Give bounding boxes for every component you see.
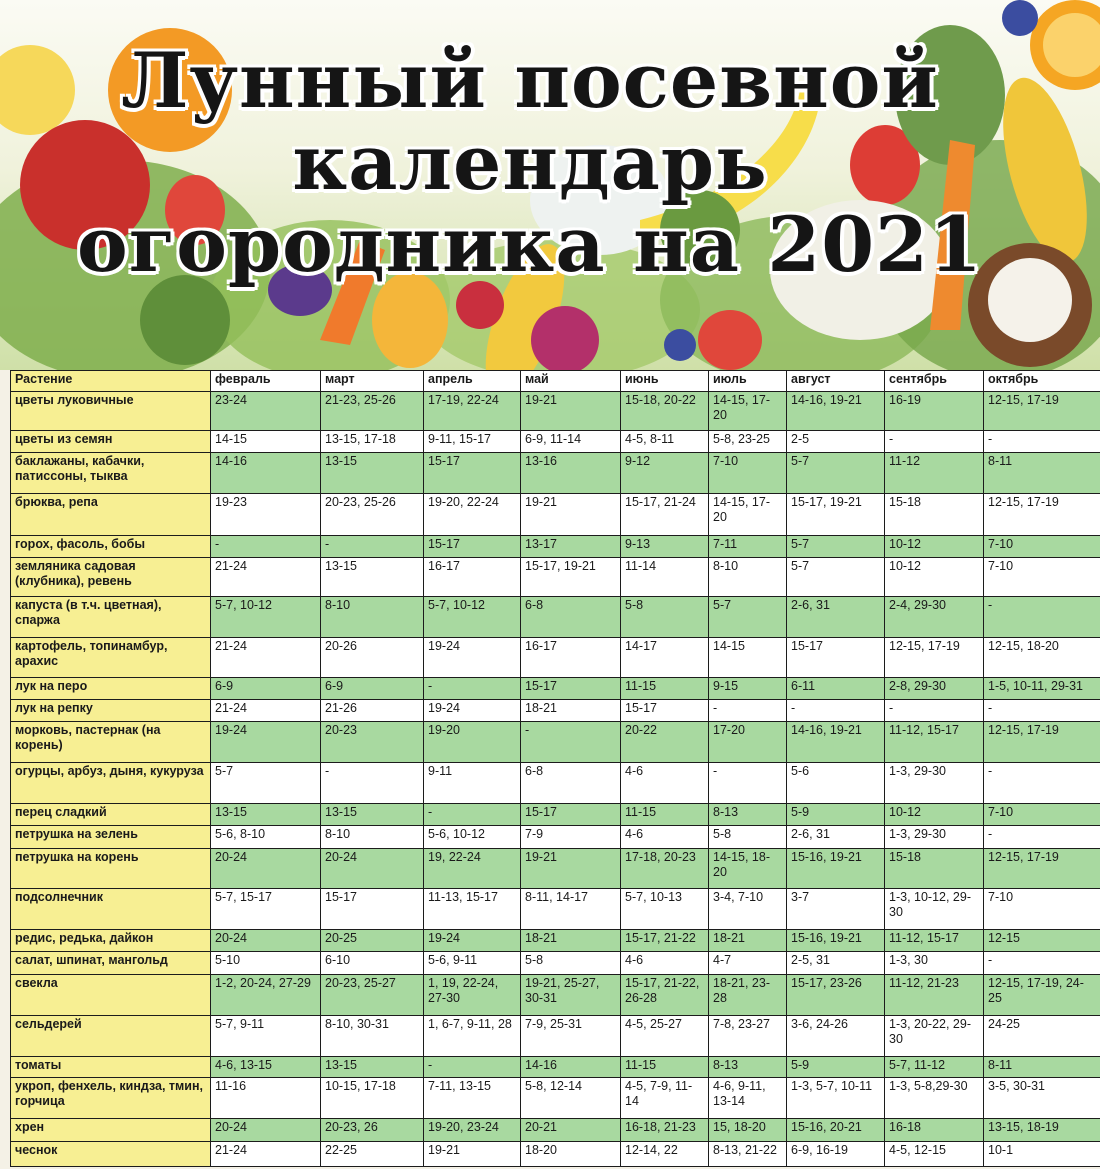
sowing-dates-cell: 13-17	[521, 535, 621, 557]
sowing-dates-cell: 1-3, 5-8,29-30	[885, 1078, 984, 1119]
sowing-dates-cell: 11-16	[211, 1078, 321, 1119]
plant-name: томаты	[11, 1056, 211, 1078]
sowing-dates-cell: 5-8	[521, 952, 621, 975]
sowing-dates-cell: 5-8	[621, 597, 709, 638]
plant-name: брюква, репа	[11, 494, 211, 536]
sowing-dates-cell: 5-6, 10-12	[424, 826, 521, 849]
sowing-dates-cell: 12-15, 17-19, 24-25	[984, 975, 1100, 1016]
sowing-dates-cell: 19-20, 22-24	[424, 494, 521, 536]
table-row	[11, 849, 1100, 889]
table-row	[11, 722, 1100, 763]
sowing-dates-cell: 13-15	[321, 1056, 424, 1078]
sowing-dates-cell: 16-17	[424, 557, 521, 597]
sowing-dates-cell: 8-11	[984, 1056, 1100, 1078]
sowing-dates-cell: 12-15, 17-19	[885, 637, 984, 678]
sowing-dates-cell: 20-22	[621, 722, 709, 763]
sowing-dates-cell: 11-14	[621, 557, 709, 597]
column-header-month: март	[321, 371, 424, 392]
sowing-dates-cell: 19-21	[521, 849, 621, 889]
sowing-dates-cell: 8-10, 30-31	[321, 1015, 424, 1056]
sowing-dates-cell: 21-24	[211, 1141, 321, 1166]
sowing-dates-cell: 15-17	[621, 700, 709, 722]
sowing-dates-cell: 2-5	[787, 430, 885, 453]
sowing-dates-cell: -	[424, 804, 521, 826]
sowing-dates-cell: 8-10	[321, 826, 424, 849]
sowing-dates-cell: 19-21	[521, 494, 621, 536]
sowing-dates-cell: 5-7	[211, 762, 321, 804]
sowing-dates-cell: 5-9	[787, 1056, 885, 1078]
sowing-dates-cell: 11-12, 15-17	[885, 722, 984, 763]
sowing-dates-cell: 8-13	[709, 1056, 787, 1078]
plant-name: лук на перо	[11, 678, 211, 700]
sowing-dates-cell: 19, 22-24	[424, 849, 521, 889]
sowing-dates-cell: -	[984, 826, 1100, 849]
sowing-dates-cell: 11-12, 21-23	[885, 975, 984, 1016]
sowing-dates-cell: 15-17	[424, 453, 521, 494]
table-row	[11, 557, 1100, 597]
sowing-dates-cell: 18-21	[521, 700, 621, 722]
table-row	[11, 930, 1100, 952]
sowing-dates-cell: 19-24	[424, 700, 521, 722]
title-line-1: Лунный посевной	[121, 36, 939, 125]
plant-name: петрушка на зелень	[11, 826, 211, 849]
sowing-dates-cell: 5-7, 15-17	[211, 888, 321, 930]
sowing-dates-cell: 15-17, 19-21	[787, 494, 885, 536]
sowing-dates-cell: 9-15	[709, 678, 787, 700]
sowing-dates-cell: 21-24	[211, 700, 321, 722]
sowing-dates-cell: 6-8	[521, 762, 621, 804]
sowing-dates-cell: 21-24	[211, 557, 321, 597]
sowing-dates-cell: 17-19, 22-24	[424, 392, 521, 431]
sowing-dates-cell: 1-3, 10-12, 29-30	[885, 888, 984, 930]
column-header-month: сентябрь	[885, 371, 984, 392]
table-row	[11, 700, 1100, 722]
sowing-dates-cell: 14-16, 19-21	[787, 392, 885, 431]
table-row	[11, 1056, 1100, 1078]
sowing-dates-cell: 19-24	[211, 722, 321, 763]
sowing-dates-cell: 1-2, 20-24, 27-29	[211, 975, 321, 1016]
sowing-dates-cell: 4-7	[709, 952, 787, 975]
table-row	[11, 392, 1100, 431]
table-row	[11, 975, 1100, 1016]
sowing-dates-cell: 3-5, 30-31	[984, 1078, 1100, 1119]
title-line-2: календарь	[292, 118, 768, 207]
sowing-dates-cell: 7-10	[984, 535, 1100, 557]
sowing-dates-cell: 4-5, 8-11	[621, 430, 709, 453]
sowing-dates-cell: 5-7	[787, 557, 885, 597]
sowing-dates-cell: 4-5, 12-15	[885, 1141, 984, 1166]
sowing-dates-cell: 1-3, 20-22, 29-30	[885, 1015, 984, 1056]
sowing-dates-cell: 6-10	[321, 952, 424, 975]
sowing-dates-cell: 15-18	[885, 849, 984, 889]
sowing-dates-cell: 11-12, 15-17	[885, 930, 984, 952]
sowing-dates-cell: 12-15, 17-19	[984, 494, 1100, 536]
sowing-dates-cell: 15-16, 19-21	[787, 849, 885, 889]
sowing-dates-cell: 15-17, 21-22, 26-28	[621, 975, 709, 1016]
sowing-dates-cell: 20-23, 26	[321, 1119, 424, 1142]
sowing-dates-cell: 12-15, 17-19	[984, 849, 1100, 889]
sowing-dates-cell: 11-15	[621, 1056, 709, 1078]
sowing-dates-cell: -	[984, 762, 1100, 804]
sowing-dates-cell: 19-21, 25-27, 30-31	[521, 975, 621, 1016]
sowing-dates-cell: 15-16, 19-21	[787, 930, 885, 952]
table-row	[11, 762, 1100, 804]
sowing-dates-cell: 7-11	[709, 535, 787, 557]
column-header-month: октябрь	[984, 371, 1100, 392]
sowing-dates-cell: 15-17, 21-24	[621, 494, 709, 536]
sowing-dates-cell: 4-6	[621, 952, 709, 975]
sowing-dates-cell: 16-17	[521, 637, 621, 678]
sowing-dates-cell: 7-9	[521, 826, 621, 849]
sowing-dates-cell: 7-10	[984, 804, 1100, 826]
sowing-dates-cell: 8-11, 14-17	[521, 888, 621, 930]
sowing-dates-cell: 14-15	[211, 430, 321, 453]
table-row	[11, 826, 1100, 849]
sowing-dates-cell: 5-7, 9-11	[211, 1015, 321, 1056]
table-row	[11, 597, 1100, 638]
sowing-dates-cell: -	[709, 762, 787, 804]
sowing-dates-cell: 13-16	[521, 453, 621, 494]
table-body	[11, 392, 1100, 1167]
sowing-dates-cell: 15-17	[521, 678, 621, 700]
sowing-dates-cell: 5-8, 23-25	[709, 430, 787, 453]
table-row	[11, 1015, 1100, 1056]
sowing-dates-cell: 5-8, 12-14	[521, 1078, 621, 1119]
sowing-dates-cell: 6-9	[321, 678, 424, 700]
plant-name: огурцы, арбуз, дыня, кукуруза	[11, 762, 211, 804]
sowing-dates-cell: 16-18, 21-23	[621, 1119, 709, 1142]
sowing-dates-cell: 8-11	[984, 453, 1100, 494]
sowing-dates-cell: 17-20	[709, 722, 787, 763]
sowing-dates-cell: -	[885, 700, 984, 722]
sowing-dates-cell: 13-15, 18-19	[984, 1119, 1100, 1142]
sowing-dates-cell: 4-5, 7-9, 11-14	[621, 1078, 709, 1119]
sowing-dates-cell: 7-10	[984, 888, 1100, 930]
sowing-dates-cell: 20-24	[211, 1119, 321, 1142]
sowing-dates-cell: 20-24	[211, 849, 321, 889]
sowing-dates-cell: 19-24	[424, 637, 521, 678]
sowing-dates-cell: 18-21, 23-28	[709, 975, 787, 1016]
plant-name: редис, редька, дайкон	[11, 930, 211, 952]
sowing-dates-cell: 7-10	[709, 453, 787, 494]
sowing-dates-cell: 14-16	[211, 453, 321, 494]
column-header-month: май	[521, 371, 621, 392]
sowing-dates-cell: 14-16, 19-21	[787, 722, 885, 763]
sowing-dates-cell: -	[211, 535, 321, 557]
sowing-dates-cell: 1, 6-7, 9-11, 28	[424, 1015, 521, 1056]
sowing-dates-cell: 1-3, 29-30	[885, 762, 984, 804]
sowing-dates-cell: 8-13	[709, 804, 787, 826]
sowing-dates-cell: 5-7, 10-12	[424, 597, 521, 638]
sowing-dates-cell: -	[885, 430, 984, 453]
sowing-dates-cell: 12-14, 22	[621, 1141, 709, 1166]
table-row	[11, 535, 1100, 557]
sowing-dates-cell: 12-15	[984, 930, 1100, 952]
title-line-3: огородника на 2021	[77, 200, 983, 289]
sowing-dates-cell: 19-21	[424, 1141, 521, 1166]
sowing-dates-cell: 14-17	[621, 637, 709, 678]
sowing-dates-cell: 23-24	[211, 392, 321, 431]
sowing-dates-cell: 6-8	[521, 597, 621, 638]
sowing-dates-cell: 24-25	[984, 1015, 1100, 1056]
sowing-dates-cell: -	[424, 1056, 521, 1078]
sowing-dates-cell: -	[424, 678, 521, 700]
sowing-dates-cell: 1-3, 29-30	[885, 826, 984, 849]
plant-name: сельдерей	[11, 1015, 211, 1056]
sowing-dates-cell: -	[521, 722, 621, 763]
sowing-dates-cell: 1-3, 30	[885, 952, 984, 975]
sowing-dates-cell: 18-21	[709, 930, 787, 952]
sowing-dates-cell: 6-9	[211, 678, 321, 700]
sowing-dates-cell: 3-7	[787, 888, 885, 930]
sowing-dates-cell: 4-6, 13-15	[211, 1056, 321, 1078]
plant-name: цветы луковичные	[11, 392, 211, 431]
table-row	[11, 494, 1100, 536]
sowing-dates-cell: 20-23	[321, 722, 424, 763]
sowing-dates-cell: 10-12	[885, 535, 984, 557]
table-row	[11, 453, 1100, 494]
sowing-calendar-table	[10, 370, 1100, 1167]
sowing-dates-cell: 6-11	[787, 678, 885, 700]
plant-name: свекла	[11, 975, 211, 1016]
plant-name: перец сладкий	[11, 804, 211, 826]
sowing-dates-cell: 11-12	[885, 453, 984, 494]
sowing-dates-cell: 11-15	[621, 804, 709, 826]
plant-name: картофель, топинамбур, арахис	[11, 637, 211, 678]
sowing-dates-cell: 9-11	[424, 762, 521, 804]
column-header-plant: Растение	[11, 371, 211, 392]
sowing-dates-cell: 18-20	[521, 1141, 621, 1166]
sowing-dates-cell: 10-15, 17-18	[321, 1078, 424, 1119]
plant-name: укроп, фенхель, киндза, тмин, горчица	[11, 1078, 211, 1119]
sowing-dates-cell: 20-23, 25-26	[321, 494, 424, 536]
sowing-dates-cell: 5-7	[787, 453, 885, 494]
plant-name: подсолнечник	[11, 888, 211, 930]
sowing-dates-cell: 7-8, 23-27	[709, 1015, 787, 1056]
table-header-row	[11, 371, 1100, 392]
sowing-dates-cell: 20-23, 25-27	[321, 975, 424, 1016]
sowing-dates-cell: 17-18, 20-23	[621, 849, 709, 889]
column-header-month: июнь	[621, 371, 709, 392]
sowing-dates-cell: -	[709, 700, 787, 722]
plant-name: салат, шпинат, мангольд	[11, 952, 211, 975]
table-row	[11, 804, 1100, 826]
plant-name: земляника садовая (клубника), ревень	[11, 557, 211, 597]
sowing-dates-cell: 20-25	[321, 930, 424, 952]
sowing-dates-cell: 22-25	[321, 1141, 424, 1166]
sowing-dates-cell: 5-7	[787, 535, 885, 557]
sowing-dates-cell: 8-13, 21-22	[709, 1141, 787, 1166]
table-row	[11, 1141, 1100, 1166]
plant-name: баклажаны, кабачки, патиссоны, тыква	[11, 453, 211, 494]
sowing-dates-cell: 2-6, 31	[787, 597, 885, 638]
sowing-dates-cell: 12-15, 17-19	[984, 722, 1100, 763]
sowing-dates-cell: -	[787, 700, 885, 722]
sowing-dates-cell: 12-15, 18-20	[984, 637, 1100, 678]
sowing-dates-cell: 1-5, 10-11, 29-31	[984, 678, 1100, 700]
sowing-dates-cell: 5-10	[211, 952, 321, 975]
plant-name: капуста (в т.ч. цветная), спаржа	[11, 597, 211, 638]
sowing-dates-cell: 6-9, 16-19	[787, 1141, 885, 1166]
sowing-dates-cell: 15-17	[321, 888, 424, 930]
column-header-month: февраль	[211, 371, 321, 392]
sowing-dates-cell: 14-16	[521, 1056, 621, 1078]
sowing-dates-cell: 5-9	[787, 804, 885, 826]
sowing-dates-cell: 10-1	[984, 1141, 1100, 1166]
sowing-dates-cell: 3-4, 7-10	[709, 888, 787, 930]
sowing-dates-cell: 7-9, 25-31	[521, 1015, 621, 1056]
sowing-dates-cell: 16-18	[885, 1119, 984, 1142]
table-row	[11, 952, 1100, 975]
sowing-dates-cell: 14-15, 18-20	[709, 849, 787, 889]
sowing-dates-cell: 9-13	[621, 535, 709, 557]
sowing-dates-cell: -	[984, 952, 1100, 975]
sowing-dates-cell: 14-15, 17-20	[709, 392, 787, 431]
sowing-dates-cell: 13-15	[321, 453, 424, 494]
sowing-dates-cell: 13-15	[321, 557, 424, 597]
sowing-dates-cell: 2-5, 31	[787, 952, 885, 975]
column-header-month: апрель	[424, 371, 521, 392]
sowing-dates-cell: 4-6, 9-11, 13-14	[709, 1078, 787, 1119]
sowing-dates-cell: 3-6, 24-26	[787, 1015, 885, 1056]
sowing-dates-cell: 4-5, 25-27	[621, 1015, 709, 1056]
sowing-dates-cell: 13-15	[321, 804, 424, 826]
table-row	[11, 430, 1100, 453]
sowing-dates-cell: 10-12	[885, 804, 984, 826]
sowing-dates-cell: 19-23	[211, 494, 321, 536]
sowing-dates-cell: 13-15, 17-18	[321, 430, 424, 453]
sowing-dates-cell: 1-3, 5-7, 10-11	[787, 1078, 885, 1119]
sowing-dates-cell: 5-8	[709, 826, 787, 849]
sowing-dates-cell: 15-17	[787, 637, 885, 678]
sowing-dates-cell: -	[321, 762, 424, 804]
sowing-dates-cell: 4-6	[621, 762, 709, 804]
sowing-dates-cell: 15-17	[424, 535, 521, 557]
header-banner	[0, 0, 1100, 370]
sowing-dates-cell: 8-10	[321, 597, 424, 638]
sowing-dates-cell: 13-15	[211, 804, 321, 826]
sowing-dates-cell: 20-26	[321, 637, 424, 678]
sowing-dates-cell: 5-7, 10-12	[211, 597, 321, 638]
table-row	[11, 678, 1100, 700]
sowing-dates-cell: 8-10	[709, 557, 787, 597]
sowing-dates-cell: 5-7	[709, 597, 787, 638]
sowing-dates-cell: -	[321, 535, 424, 557]
sowing-dates-cell: 5-7, 11-12	[885, 1056, 984, 1078]
sowing-dates-cell: 18-21	[521, 930, 621, 952]
plant-name: петрушка на корень	[11, 849, 211, 889]
column-header-month: август	[787, 371, 885, 392]
sowing-dates-cell: 5-6, 9-11	[424, 952, 521, 975]
sowing-dates-cell: 21-24	[211, 637, 321, 678]
sowing-dates-cell: 9-11, 15-17	[424, 430, 521, 453]
table-row	[11, 637, 1100, 678]
sowing-dates-cell: 7-11, 13-15	[424, 1078, 521, 1119]
sowing-dates-cell: 2-4, 29-30	[885, 597, 984, 638]
sowing-dates-cell: 15-17, 19-21	[521, 557, 621, 597]
sowing-dates-cell: 16-19	[885, 392, 984, 431]
sowing-dates-cell: 12-15, 17-19	[984, 392, 1100, 431]
table-row	[11, 888, 1100, 930]
sowing-dates-cell: 21-23, 25-26	[321, 392, 424, 431]
plant-name: морковь, пастернак (на корень)	[11, 722, 211, 763]
plant-name: лук на репку	[11, 700, 211, 722]
sowing-dates-cell: 1, 19, 22-24, 27-30	[424, 975, 521, 1016]
table-row	[11, 1119, 1100, 1142]
sowing-dates-cell: 15-17, 23-26	[787, 975, 885, 1016]
sowing-dates-cell: 19-20	[424, 722, 521, 763]
sowing-dates-cell: 15-16, 20-21	[787, 1119, 885, 1142]
sowing-dates-cell: 20-24	[321, 849, 424, 889]
sowing-dates-cell: 19-20, 23-24	[424, 1119, 521, 1142]
sowing-dates-cell: 11-13, 15-17	[424, 888, 521, 930]
sowing-dates-cell: 19-24	[424, 930, 521, 952]
sowing-dates-cell: 15-18, 20-22	[621, 392, 709, 431]
column-header-month: июль	[709, 371, 787, 392]
sowing-dates-cell: 19-21	[521, 392, 621, 431]
sowing-dates-cell: -	[984, 700, 1100, 722]
sowing-dates-cell: 20-21	[521, 1119, 621, 1142]
sowing-dates-cell: 21-26	[321, 700, 424, 722]
sowing-dates-cell: 15, 18-20	[709, 1119, 787, 1142]
sowing-dates-cell: 14-15	[709, 637, 787, 678]
sowing-dates-cell: 5-6	[787, 762, 885, 804]
sowing-dates-cell: 15-18	[885, 494, 984, 536]
sowing-dates-cell: 9-12	[621, 453, 709, 494]
sowing-dates-cell: 5-7, 10-13	[621, 888, 709, 930]
sowing-dates-cell: 14-15, 17-20	[709, 494, 787, 536]
sowing-dates-cell: 11-15	[621, 678, 709, 700]
plant-name: чеснок	[11, 1141, 211, 1166]
plant-name: хрен	[11, 1119, 211, 1142]
sowing-dates-cell: -	[984, 597, 1100, 638]
sowing-dates-cell: 2-6, 31	[787, 826, 885, 849]
sowing-dates-cell: 10-12	[885, 557, 984, 597]
plant-name: горох, фасоль, бобы	[11, 535, 211, 557]
sowing-dates-cell: -	[984, 430, 1100, 453]
sowing-dates-cell: 15-17	[521, 804, 621, 826]
sowing-dates-cell: 7-10	[984, 557, 1100, 597]
sowing-dates-cell: 5-6, 8-10	[211, 826, 321, 849]
page-title	[0, 36, 1060, 289]
table-row	[11, 1078, 1100, 1119]
plant-name: цветы из семян	[11, 430, 211, 453]
sowing-dates-cell: 15-17, 21-22	[621, 930, 709, 952]
sowing-dates-cell: 2-8, 29-30	[885, 678, 984, 700]
sowing-dates-cell: 6-9, 11-14	[521, 430, 621, 453]
sowing-dates-cell: 4-6	[621, 826, 709, 849]
sowing-dates-cell: 20-24	[211, 930, 321, 952]
